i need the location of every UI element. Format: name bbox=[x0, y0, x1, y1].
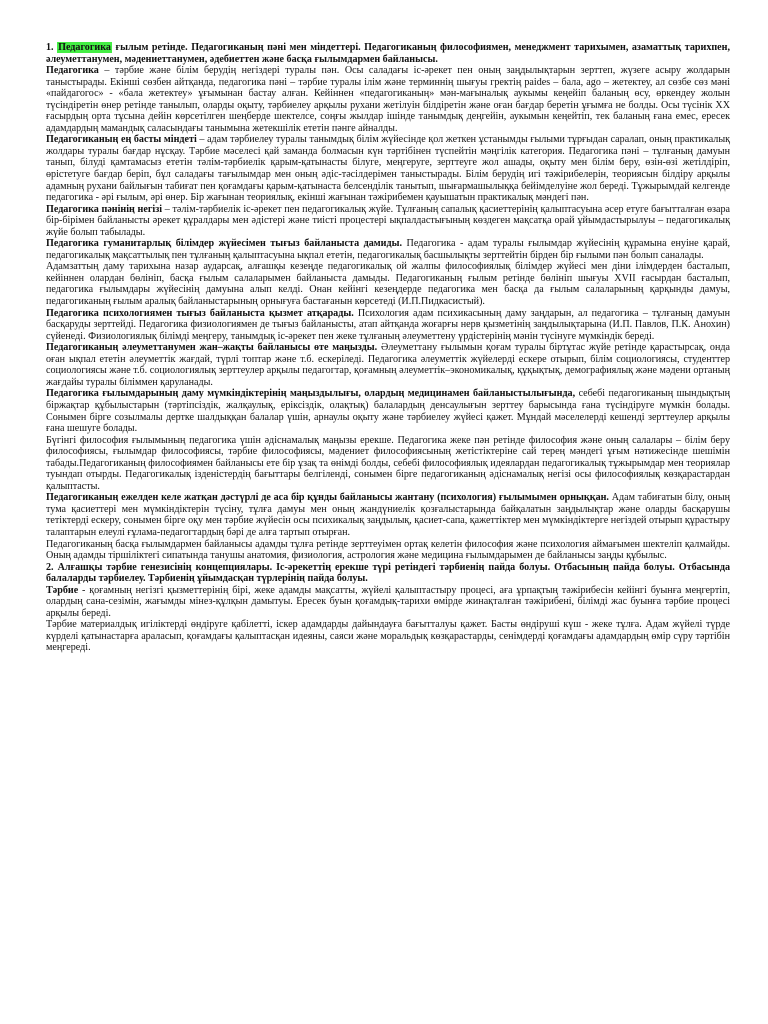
paragraph bbox=[46, 539, 730, 562]
bold-text: Тәрбие bbox=[46, 584, 79, 596]
bold-text: Педагогиканың ежелден келе жатқан дәстүрлі де аса бір құнды байланысы жантану (психология) ғылымымен орныққан. bbox=[46, 492, 609, 504]
bold-text: 2. Алғашқы тәрбие генезисінің концепциялары. Іс-әрекеттің ерекше түрі ретіндегі тәрбиенің пайда болуы. Отбасының пайда болуы. Отбасында балаларды тәрбиелеу. Тәрбиенің ұйымдасқан түрлерінің пайда болуы. bbox=[46, 561, 730, 585]
paragraph bbox=[46, 585, 730, 620]
bold-text: Педагогиканың әлеуметтанумен жан–жақты байланысы өте маңызды. bbox=[46, 342, 378, 354]
paragraph bbox=[46, 619, 730, 654]
paragraph bbox=[46, 238, 730, 261]
paragraph bbox=[46, 388, 730, 434]
body-text: Тәрбие материалдық игіліктерді өндіруге қабілетті, іскер адамдарды дайындауға бағытталуы қажет. Басты өндіруші күш - жеке тұлға. Адам жүйелі түрде күрделі қатынастарға араласып, қоғамдағы қалыптасқан идеяны, саяси және моральдық көзқарастарды, сенімдерді қоғамдағы адамдардың өмір сүру тәртібін меңгереді. bbox=[46, 619, 730, 654]
document-page bbox=[46, 42, 730, 654]
paragraph bbox=[46, 562, 730, 585]
body-text: Педагогиканың басқа ғылымдармен байланысы адамды тұлға ретінде зерттеуімен ортақ келетін философия және психология аймағымен шектеліп қалмайды. Оның адамды тіршіліктегі сипатында танушы анатомия, физиология, астрология және медицина ғылымдарымен де байланысы заңды құбылыс. bbox=[46, 538, 730, 562]
body-text: – тәлім-тәрбиелік іс-әрекет пен педагогикалық жүйе. Тұлғаның сапалық қасиеттерінің қалыптасуына әсер етуге бағытталған өзара бір-бірімен байланысты әрекет құралдары мен әдістері және тиісті процестері ықпалдастығының көздеген мақсатқа орай ұйымдастырылуы – педагогикалық жүйе болып табылады. bbox=[46, 203, 730, 238]
body-text: – тәрбие және білім берудің негіздері туралы пән. Осы саладағы іс-әрекет пен оның заңдылықтарын зерттеп, жүзеге асыру жолдарын таныстырады. Екінші сөзбен айтқанда, педагогика пәні – тәрбие туралы ілім және терминнің шығуы гректің paides – бала, ago – жетектеу, ал сөзбе сөз мәні «пайдагогос» - «бала жетектеу» ұғымынан бастау алған. Кейіннен «педагогиканың» мән-мағыналық аукымы кеңейіп баланың өсу, өркендеу жолын түсіндіретін өнер ретінде танылып, оларды оқыту, тәрбиелеу арқылы рухани жетілуін білдіретін және оған бағдар беретін ұғымға не болды. Осы түсінік ХХ ғасырдың орта тұсына дейін көрсетілген шеңберде шектелсе, соңғы жылдар ішінде танымдық деңгейін, аукымын кеңейтіп, тек баланың ғана емес, ересек адамдардың мамандық саласындағы танымына жетекшілік ететін пәнге айналды. bbox=[46, 65, 730, 134]
body-text: – адам тәрбиелеу туралы танымдық білім жүйесінде қол жеткен ұстанымды ғылыми тұрғыдан саралап, оның практикалық жолдары туралы бағдар нұсқау. Тәрбие мәселесі қай заманда болмасын күн тәртібінен түспейтін мәңгілік категория. Педагогика пәні – тұлғаның дамуын танып, білуді қамтамасыз ететін тәлім-тәрбиелік қарым-қатынасты білуге, меңгеруге, зерттеуге жол ашады, оқыту мен білім беру, өзін-өзі жетілдіріп, өрістетуге бағдар беріп, бұл саладағы тағылымдар мен оның әдіс-тәсілдерімен таныстырады. Білім берудің игі тәжірибелерін, теориясын білдіру арқылы адамның рухани байлығын табиғат пен қоғамдағы қарым-қатынаста белсенділік танытып, шығармашылыққа бейімделуіне жол береді. Тұжырымдай келгенде педагогика - әрі ғылым, әрі өнер. Бір жағынан теориялық, екінші жағынан тәжірибемен қауышатын практикалық мәндегі пән. bbox=[46, 134, 730, 204]
paragraph bbox=[46, 65, 730, 134]
body-text: Әлеуметтану ғылымын қоғам туралы біртұтас жүйе ретінде қарастырсақ, онда оған ықпал ететін әлеуметтік жағдай, түрлі топтар және т.б. ескеріледі. Педагогика әлеуметтік жүйелерді ескере отырып, білім социологиясы, студенттер социологиясы және т.б. социологиялық зерттеулер арқылы педагогтар, қоғамның әлеуметтік–экономикалық, құқықтық, демографиялық және мәдени ортаның жағдайы туралы біліммен қаруланады. bbox=[46, 342, 730, 388]
bold-text: ғылым ретінде. Педагогиканың пәні мен міндеттері. Педагогиканың философиямен, менеджмент тарихымен, азаматтық тарихпен, әлеуметтанумен, мәдениеттанумен, әдебиеттен және басқа ғылымдармен байланысы. bbox=[46, 42, 731, 65]
body-text: Педагогика - адам туралы ғылымдар жүйесінің құрамына енуіне қарай, педагогикалық мақсаттылық пен тұлғаның қалыптасуына ықпал ететін, педагогикалық басшылықты зерттейтін бірден бір ғылыми пән болып саналады. bbox=[46, 238, 730, 261]
body-text: себебі педагогиканың шындықтың біржақтар құбылыстарын (тәртіпсіздік, жалқаулық, еріксіздік, олақтық) балалардың денсаулығын зерттеу барысында ғана түсіндіруге мүмкін болады. Сонымен бірге созылмалы дертке шалдыққан балалар үшін, арнаулы оқыту және тәрбиелеу жүйесі қажет. Мұндай мәселелерді кешенді зерттеулер арқылы ғана шешуге болады. bbox=[46, 388, 730, 435]
highlighted-term: Педагогика bbox=[58, 42, 111, 53]
bold-text: Педагогика психологиямен тығыз байланыста қызмет атқарады. bbox=[46, 307, 354, 319]
bold-text: Педагогика ғылымдарының даму мүмкіндіктерінің маңыздылығы, олардың медицинамен байланыстылығында, bbox=[46, 388, 576, 400]
paragraph bbox=[46, 204, 730, 239]
bold-text: Педагогика гуманитарлық білімдер жүйесімен тығыз байланыста дамиды. bbox=[46, 238, 403, 250]
paragraph bbox=[46, 42, 730, 65]
bold-text: Педагогиканың ең басты міндеті bbox=[46, 134, 197, 146]
body-text: Адам табиғатын білу, оның тума қасиеттері мен мүмкіндіктерін түсіну, тұлға дамуы мен оның жандүниелік қозғалыстарында байқалатын заңдылықтар және оларды басқарушы тетіктерді ескеру, сонымен бірге оқу мен тәрбие жүйесін осы психикалық заңдылық, қасиет-сапа, қажеттіктер мен мүмкіндіктерге негіздей отырып құрастыру талаптарын елеулі ғұлама-педагогтардың бәрі де алға тартып отырған. bbox=[46, 492, 730, 538]
bold-text: Педагогика пәнінің негізі bbox=[46, 203, 163, 215]
body-text: Бүгінгі философия ғылымының педагогика үшін әдіснамалық маңызы ерекше. Педагогика жеке пән ретінде философия және оның салалары – білім беру философиясы, ғылымдар философиясы, тәрбие философиясы, мәдениет философиясының жетістіктеріне сай терең мәндегі ұғым нәтижесінде шешімін табады.Педагогиканың философиямен байланысы ете бір ұзақ та өнімді болды, себебі философиялық идеялардан педагогикалық тұжырымдар мен теориялар туындап отырды. Педагогикалық ізденістердің бағыттары белгіленді, сонымен бірге педагогиканың әдіснамалық негізі осы философиялық көзқарастардан қалыптасты. bbox=[46, 434, 730, 492]
paragraph bbox=[46, 134, 730, 203]
paragraph bbox=[46, 435, 730, 493]
paragraph bbox=[46, 492, 730, 538]
paragraph bbox=[46, 261, 730, 307]
body-text: Адамзаттың даму тарихына назар аударсақ, алғашқы кезеңде педагогикалық ой жалпы философиялық білімдер жүйесі мен діни ілімдерден басталып, кейіннен олардан бөлініп, басқа ғылым салаларымен байланыста дамыды. Педагогиканың ғылым ретінде бөлініп шығуы XVII ғасырдан басталып, педагогика ғылымдары жүйесінің дамуына алып келді. Онан кейінгі кезеңдерде педагогика мен басқа да ғылым салаларының қарқынды дамуы, педагогиканың ғылым аралық байланыстарының орнығуға бастағанын көрсетеді (И.П.Пидкасистый). bbox=[46, 261, 730, 308]
bold-text: 1. bbox=[46, 42, 58, 53]
paragraph bbox=[46, 342, 730, 388]
bold-text: Педагогика bbox=[46, 65, 99, 77]
body-text: - қоғамның негізгі қызметтерінің бірі, жеке адамды мақсатты, жүйелі қалыптастыру процесі, аға ұрпақтың тәжірибесін кейінгі буынға меңгертіп, олардың сана-сезімін, жағымды мінез-құлқын дамытуы. Ересек буын қоғамдық-тарихи өмірде жинақталған тәжірибені, білімді жас буынға тәрбие процесі арқылы береді. bbox=[46, 584, 730, 619]
paragraph bbox=[46, 308, 730, 343]
body-text: Психология адам психикасының даму заңдарын, ал педагогика – тұлғаның дамуын басқаруды зерттейді. Педагогика физиологиямен де тығыз байланысты, атап айтқанда жоғарғы нерв қызметінің заңдылықтарына (И.П. Павлов, П.К. Анохин) сүйенеді. Физиологиялық білімді меңгеру, танымдық іс-әрекет пен жеке тұлғаның әлеуметтену үрдістерінің мәнін түсінуге мүмкіндік береді. bbox=[46, 307, 730, 342]
